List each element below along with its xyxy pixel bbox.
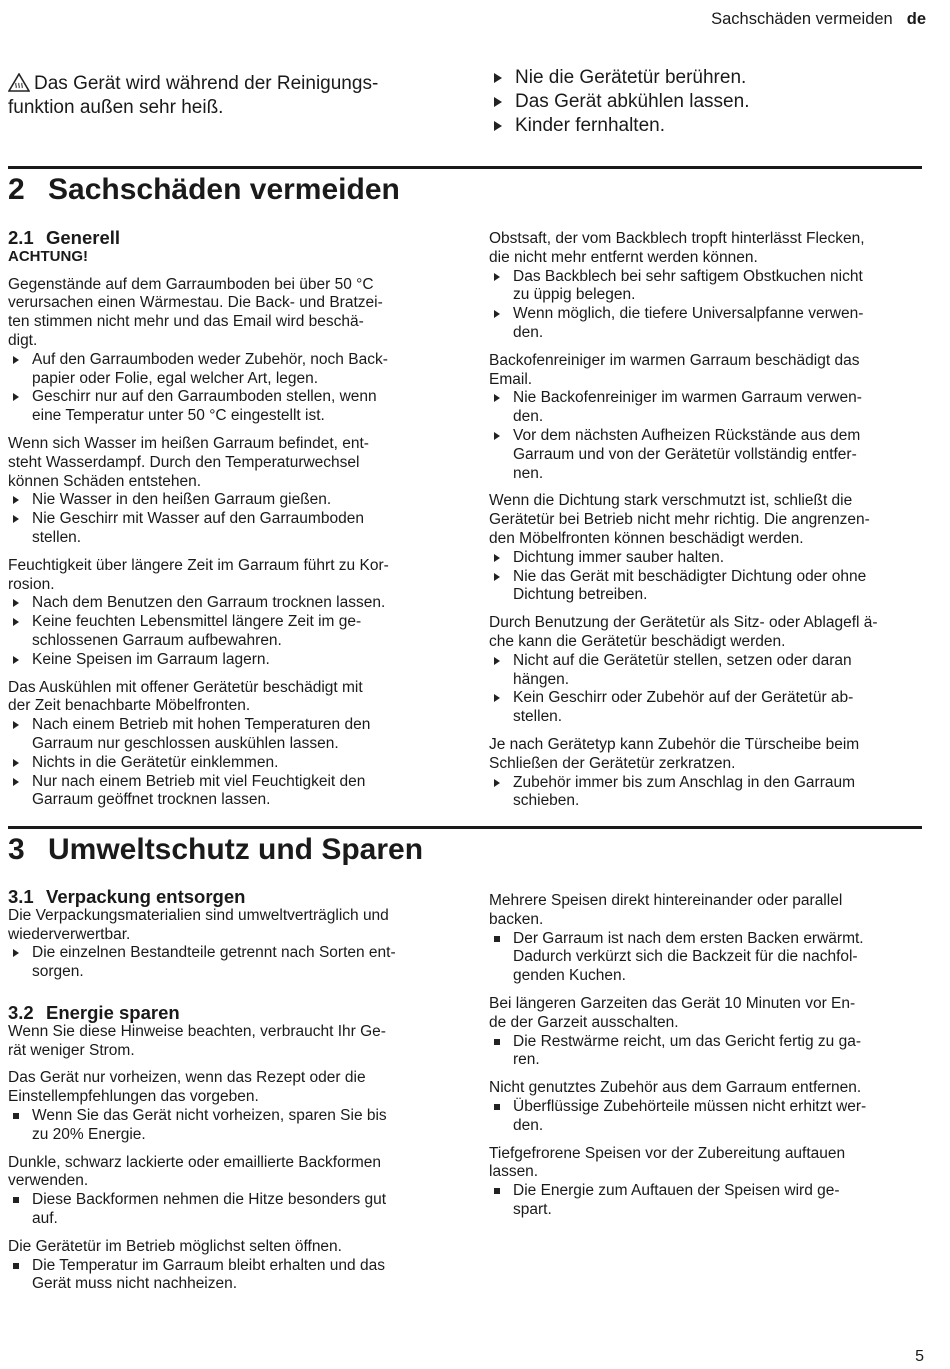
- paragraph: [489, 352, 929, 390]
- list-item: [489, 389, 929, 427]
- text-line: verwenden.: [8, 1172, 89, 1190]
- text-line: Zubehör immer bis zum Anschlag in den Garraum: [513, 773, 856, 791]
- paragraph: [8, 1154, 448, 1192]
- text-line: Nach dem Benutzen den Garraum trocknen lassen.: [32, 594, 386, 612]
- list-item: [8, 1107, 448, 1145]
- text-line: verursachen einen Wärmestau. Die Back- und Bratzei-: [8, 294, 383, 312]
- text-line: schlossenen Garraum aufbewahren.: [32, 631, 282, 649]
- text-line: Wenn Sie diese Hinweise beachten, verbraucht Ihr Ge-: [8, 1022, 386, 1040]
- text-line: Kein Geschirr oder Zubehör auf der Gerätetür ab-: [513, 689, 854, 707]
- text-line: Je nach Gerätetyp kann Zubehör die Türscheibe beim: [489, 735, 860, 753]
- list-item: [8, 1191, 448, 1229]
- text-line: Dichtung betreiben.: [513, 586, 648, 604]
- text-line: stellen.: [32, 528, 82, 546]
- text-line: Nie Geschirr mit Wasser auf den Garraumboden: [32, 510, 364, 528]
- text-line: den.: [513, 408, 544, 426]
- list-item: [489, 1033, 929, 1071]
- chapter-3-heading: 3 Umweltschutz und Sparen: [8, 833, 424, 866]
- warning-actions: [489, 66, 929, 138]
- list-item: [8, 944, 448, 982]
- paragraph: [8, 276, 448, 351]
- list-item: [8, 613, 448, 651]
- list-item: [8, 1257, 448, 1295]
- paragraph: [8, 679, 448, 717]
- text-line: Diese Backformen nehmen die Hitze besonders gut: [32, 1191, 387, 1209]
- text-line: wiederverwertbar.: [8, 925, 131, 943]
- list-item: [489, 652, 929, 690]
- text-line: ten stimmen nicht mehr und das Email wird beschä-: [8, 313, 364, 331]
- chapter-2-left-column: [8, 229, 448, 810]
- paragraph: [489, 736, 929, 774]
- text-line: ren.: [513, 1051, 540, 1069]
- text-line: Email.: [489, 370, 533, 388]
- text-line: Der Garraum ist nach dem ersten Backen erwärmt.: [513, 929, 864, 947]
- paragraph: [489, 614, 929, 652]
- text-line: de der Garzeit ausschalten.: [489, 1013, 679, 1031]
- text-line: eine Temperatur unter 50 °C eingestellt ist.: [32, 407, 325, 425]
- chapter-3-right-column: [489, 892, 929, 1220]
- text-line: lassen.: [489, 1163, 539, 1181]
- text-line: Wenn möglich, die tiefere Universalpfanne verwen-: [513, 305, 864, 323]
- list-item: [489, 689, 929, 727]
- running-header: [711, 10, 926, 29]
- list-item: [8, 351, 448, 389]
- paragraph: [489, 995, 929, 1033]
- text-line: papier oder Folie, egal welcher Art, legen.: [32, 369, 319, 387]
- paragraph: [8, 435, 448, 491]
- warning-hot-icon: [8, 73, 30, 92]
- text-line: Die Restwärme reicht, um das Gericht fertig zu ga-: [513, 1032, 862, 1050]
- warning-line-2: funktion außen sehr heiß.: [8, 97, 224, 118]
- text-line: sorgen.: [32, 963, 84, 981]
- text-line: Vor dem nächsten Aufheizen Rückstände aus dem: [513, 426, 861, 444]
- paragraph: [489, 1145, 929, 1183]
- list-item: [489, 1098, 929, 1136]
- page-number: 5: [915, 1348, 924, 1365]
- warning-line-1: Das Gerät wird während der Reinigungs-: [34, 73, 379, 94]
- text-line: hängen.: [513, 670, 570, 688]
- text-line: spart.: [513, 1200, 552, 1218]
- paragraph: [8, 907, 448, 945]
- text-line: Geschirr nur auf den Garraumboden stellen, wenn: [32, 388, 377, 406]
- text-line: Die Energie zum Auftauen der Speisen wird ge-: [513, 1182, 840, 1200]
- text-line: Dadurch verkürzt sich die Backzeit für die nachfol-: [513, 948, 858, 966]
- text-line: Das Auskühlen mit offener Gerätetür beschädigt mit: [8, 678, 363, 696]
- list-item: [8, 491, 448, 510]
- list-item: [489, 549, 929, 568]
- text-line: zu 20% Energie.: [32, 1125, 146, 1143]
- text-line: können Schäden entstehen.: [8, 472, 202, 490]
- header-section: Sachschäden vermeiden: [711, 10, 893, 28]
- text-line: auf.: [32, 1209, 58, 1227]
- text-line: Das Backblech bei sehr saftigem Obstkuchen nicht: [513, 267, 863, 285]
- list-item: [8, 716, 448, 754]
- text-line: stellen.: [513, 708, 563, 726]
- text-line: Garraum nur geschlossen auskühlen lassen.: [32, 734, 339, 752]
- section-2-1-heading: 2.1 Generell: [8, 227, 121, 248]
- paragraph: [8, 1238, 448, 1257]
- list-item: [489, 930, 929, 986]
- text-line: rät weniger Strom.: [8, 1041, 135, 1059]
- text-line: genden Kuchen.: [513, 967, 626, 985]
- text-line: Nie Backofenreiniger im warmen Garraum verwen-: [513, 389, 862, 407]
- text-line: Backofenreiniger im warmen Garraum beschädigt das: [489, 351, 860, 369]
- list-item: [8, 594, 448, 613]
- chapter-2-heading: 2 Sachschäden vermeiden: [8, 173, 400, 206]
- list-item: [8, 510, 448, 548]
- text-line: Gerät muss nicht nachheizen.: [32, 1275, 238, 1293]
- text-line: Wenn sich Wasser im heißen Garraum befindet, ent-: [8, 434, 369, 452]
- paragraph: [8, 1023, 448, 1061]
- list-item: [8, 388, 448, 426]
- text-line: Nie Wasser in den heißen Garraum gießen.: [32, 491, 332, 509]
- text-line: Garraum geöffnet trocknen lassen.: [32, 791, 271, 809]
- text-line: Nur nach einem Betrieb mit viel Feuchtigkeit den: [32, 772, 366, 790]
- chapter-2-right-column: [489, 230, 929, 811]
- text-line: den.: [513, 1116, 544, 1134]
- text-line: che kann die Gerätetür beschädigt werden.: [489, 632, 786, 650]
- warning-block: [8, 72, 448, 120]
- text-line: Nicht auf die Gerätetür stellen, setzen oder daran: [513, 651, 852, 669]
- list-item: [489, 427, 929, 483]
- text-line: Das Gerät nur vorheizen, wenn das Rezept oder die: [8, 1069, 366, 1087]
- text-line: Gegenstände auf dem Garraumboden bei über 50 °C: [8, 275, 374, 293]
- text-line: der Zeit benachbarte Möbelfronten.: [8, 697, 251, 715]
- text-line: schieben.: [513, 792, 580, 810]
- list-item: [489, 1182, 929, 1220]
- text-line: Die einzelnen Bestandteile getrennt nach Sorten ent-: [32, 944, 396, 962]
- text-line: Dichtung immer sauber halten.: [513, 548, 725, 566]
- section-heading: 3.1 Verpackung entsorgen: [8, 886, 246, 907]
- text-line: Wenn die Dichtung stark verschmutzt ist, schließt die: [489, 492, 853, 510]
- header-lang: de: [906, 10, 926, 28]
- text-line: den Möbelfronten können beschädigt werden.: [489, 529, 804, 547]
- list-item: [8, 651, 448, 670]
- text-line: Mehrere Speisen direkt hintereinander oder parallel: [489, 892, 843, 909]
- list-item: Kinder fernhalten.: [489, 114, 929, 138]
- text-line: Dunkle, schwarz lackierte oder emaillierte Backformen: [8, 1153, 382, 1171]
- paragraph: [489, 892, 929, 930]
- text-line: Keine Speisen im Garraum lagern.: [32, 650, 270, 668]
- text-line: Feuchtigkeit über längere Zeit im Garraum führt zu Kor-: [8, 556, 389, 574]
- section-heading: 3.2 Energie sparen: [8, 1001, 180, 1023]
- list-item: [489, 568, 929, 606]
- text-line: Bei längeren Garzeiten das Gerät 10 Minuten vor En-: [489, 994, 856, 1012]
- paragraph: [8, 1069, 448, 1107]
- text-line: Die Gerätetür im Betrieb möglichst selten öffnen.: [8, 1237, 342, 1255]
- text-line: Garraum und von der Gerätetür vollständig entfer-: [513, 445, 857, 463]
- text-line: zu üppig belegen.: [513, 286, 636, 304]
- chapter-divider: [8, 826, 922, 829]
- text-line: nen.: [513, 464, 544, 482]
- paragraph: [8, 557, 448, 595]
- text-line: digt.: [8, 331, 38, 349]
- paragraph: [489, 230, 929, 268]
- text-line: rosion.: [8, 575, 55, 593]
- text-line: Nie das Gerät mit beschädigter Dichtung oder ohne: [513, 567, 867, 585]
- list-item: [489, 774, 929, 812]
- text-line: Die Temperatur im Garraum bleibt erhalten und das: [32, 1256, 385, 1274]
- list-item: [489, 305, 929, 343]
- text-line: Obstsaft, der vom Backblech tropft hinterlässt Flecken,: [489, 230, 865, 247]
- text-line: Gerätetür bei Betrieb nicht mehr richtig. Die angrenzen-: [489, 511, 870, 529]
- text-line: steht Wasserdampf. Durch den Temperaturwechsel: [8, 453, 360, 471]
- paragraph: [489, 492, 929, 548]
- text-line: Durch Benutzung der Gerätetür als Sitz- oder Ablagefl ä-: [489, 614, 878, 632]
- text-line: Schließen der Gerätetür zerkratzen.: [489, 754, 736, 772]
- text-line: Wenn Sie das Gerät nicht vorheizen, sparen Sie bis: [32, 1106, 387, 1124]
- text-line: backen.: [489, 910, 544, 928]
- text-line: Nichts in die Gerätetür einklemmen.: [32, 753, 279, 771]
- chapter-3-left-column: [8, 888, 448, 1294]
- text-line: Keine feuchten Lebensmittel längere Zeit im ge-: [32, 613, 362, 631]
- list-item: [489, 268, 929, 306]
- list-item: Das Gerät abkühlen lassen.: [489, 90, 929, 114]
- list-item: [8, 773, 448, 811]
- text-line: Einstellempfehlungen das vorgeben.: [8, 1088, 259, 1106]
- caution-label: ACHTUNG!: [8, 247, 88, 265]
- text-line: Nach einem Betrieb mit hohen Temperaturen den: [32, 716, 371, 734]
- text-line: Die Verpackungsmaterialien sind umweltverträglich und: [8, 906, 389, 924]
- text-line: den.: [513, 323, 544, 341]
- paragraph: [489, 1079, 929, 1098]
- text-line: Tiefgefrorene Speisen vor der Zubereitung auftauen: [489, 1144, 846, 1162]
- chapter-divider: [8, 166, 922, 169]
- text-line: Auf den Garraumboden weder Zubehör, noch Back-: [32, 350, 388, 368]
- text-line: Überflüssige Zubehörteile müssen nicht erhitzt wer-: [513, 1097, 867, 1115]
- text-line: Nicht genutztes Zubehör aus dem Garraum entfernen.: [489, 1079, 862, 1097]
- list-item: Nie die Gerätetür berühren.: [489, 66, 929, 90]
- text-line: die nicht mehr entfernt werden können.: [489, 248, 758, 266]
- list-item: [8, 754, 448, 773]
